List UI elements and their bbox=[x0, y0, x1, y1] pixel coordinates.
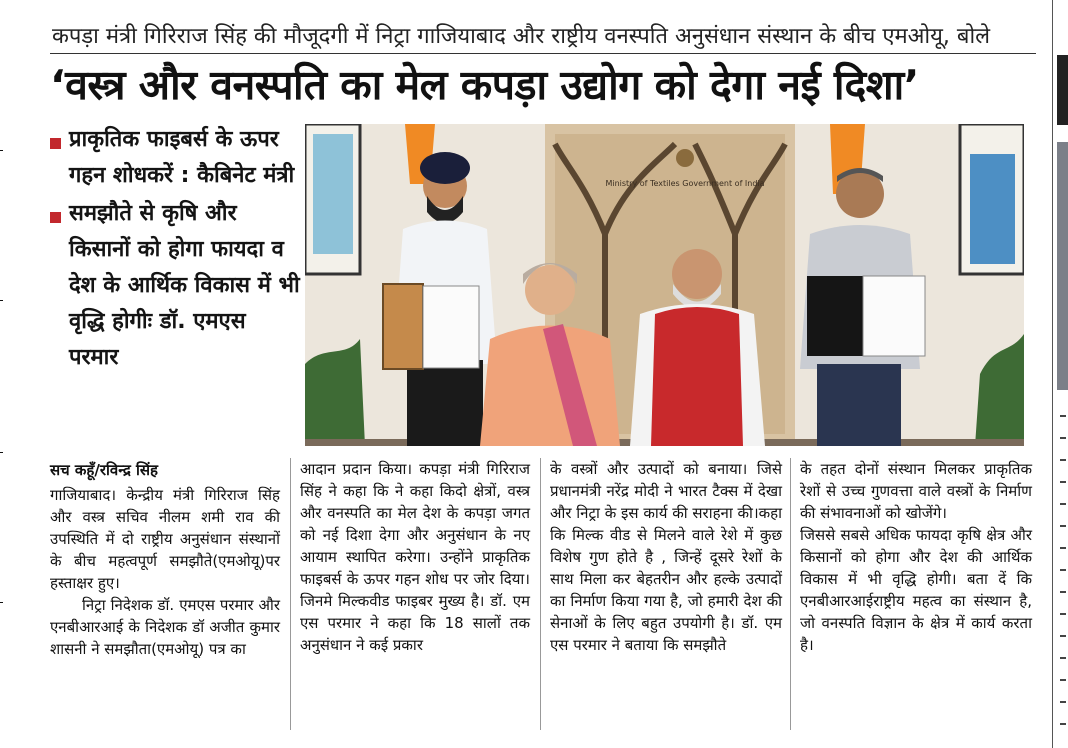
bullet-item bbox=[50, 122, 300, 194]
crop-mark bbox=[0, 150, 3, 151]
column-rule bbox=[790, 458, 791, 730]
crop-mark bbox=[0, 602, 3, 603]
bullet-item bbox=[50, 196, 300, 376]
adjacent-photo-fragment bbox=[1057, 142, 1068, 390]
article-column-1 bbox=[50, 484, 280, 660]
adjacent-page-strip bbox=[1048, 0, 1068, 748]
article-column-4 bbox=[800, 458, 1032, 656]
crop-mark bbox=[0, 300, 3, 301]
column-rule bbox=[290, 458, 291, 730]
byline: सच कहूँ/रविन्द्र सिंह bbox=[50, 461, 159, 479]
kicker-rule bbox=[50, 53, 1036, 54]
kicker-line: कपड़ा मंत्री गिरिराज सिंह की मौजूदगी में निट्रा गाजियाबाद और राष्ट्रीय वनस्पति अनुसंधान संस्थान के बीच एमओयू, बोले bbox=[52, 24, 991, 49]
bullet-text: समझौते से कृषि और किसानों को होगा फायदा व देश के आर्थिक विकास में भी वृद्धि होगीः डॉ. एमएस परमार bbox=[69, 201, 300, 370]
bullet-square-icon bbox=[50, 212, 61, 223]
column-rule bbox=[540, 458, 541, 730]
bullet-square-icon bbox=[50, 138, 61, 149]
banner-text: Ministry of Textiles Government of India bbox=[605, 179, 765, 188]
article-column-3: के वस्त्रों और उत्पादों को बनाया। जिसे प्रधानमंत्री नरेंद्र मोदी ने भारत टैक्स में देखा और निट्रा के इस कार्य की सराहना की।कहा कि मिल्क वीड से मिलने वाले रेशे में कुछ विशेष गुण होते है , जिन्हें दूसरे रेशों के साथ मिला कर बेहतरीन और हल्के उत्पादों का निर्माण किया गया है, जो हमारी देश की सेनाओं के लिए बहुत उपयोगी है। डॉ. एम एस परमार ने बताया कि समझौते bbox=[550, 460, 782, 654]
mou-photo bbox=[305, 124, 1024, 446]
adjacent-text-fragment bbox=[1060, 415, 1066, 735]
adjacent-headline-fragment bbox=[1057, 55, 1068, 125]
highlight-bullets bbox=[50, 122, 300, 378]
bullet-text: प्राकृतिक फाइबर्स के ऊपर गहन शोधकरें : कैबिनेट मंत्री bbox=[69, 127, 295, 188]
article-column-2: आदान प्रदान किया। कपड़ा मंत्री गिरिराज सिंह ने कहा कि ने कहा किदो क्षेत्रों, वस्त्र और वनस्पति का मेल देश के कपड़ा जगत को नई दिशा देगा और अनुसंधान के नए आयाम स्थापित करेगा। उन्होंने प्राकृतिक फाइबर्स के ऊपर गहन शोध पर जोर दिया। जिनमे मिल्कवीड फाइबर मुख्य है। डॉ. एम एस परमार ने कहा कि 18 सालों तक अनुसंधान ने कई प्रकार bbox=[300, 460, 530, 654]
headline: ‘वस्त्र और वनस्पति का मेल कपड़ा उद्योग को देगा नई दिशा’ bbox=[50, 61, 919, 109]
paragraph: के तहत दोनों संस्थान मिलकर प्राकृतिक रेशों से उच्च गुणवत्ता वाले वस्त्रों के निर्माण की संभावनाओं को खोजेंगे। bbox=[800, 460, 1032, 522]
crop-mark bbox=[0, 452, 3, 453]
paragraph: जिससे सबसे अधिक फायदा कृषि क्षेत्र और किसानों को होगा और देश की आर्थिक विकास में भी वृद्धि होगी। बता दें कि एनबीआरआईराष्ट्रीय महत्व का संस्थान है, जो वनस्पति विज्ञान के क्षेत्र में कार्य करता है। bbox=[800, 526, 1032, 654]
page-edge-rule bbox=[1052, 0, 1053, 748]
paragraph: गाजियाबाद। केन्द्रीय मंत्री गिरिराज सिंह और वस्त्र सचिव नीलम शमी राव की उपस्थिति में दो राष्ट्रीय अनुसंधान संस्थानों के बीच महत्वपूर्ण समझौते(एमओयू)पर हस्ताक्षर हुए। bbox=[50, 486, 280, 592]
paragraph: निट्रा निदेशक डॉ. एमएस परमार और एनबीआरआई के निदेशक डॉ अजीत कुमार शासनी ने समझौता(एमओयू) पत्र का bbox=[50, 596, 280, 658]
mou-photo-illustration bbox=[305, 124, 1024, 446]
